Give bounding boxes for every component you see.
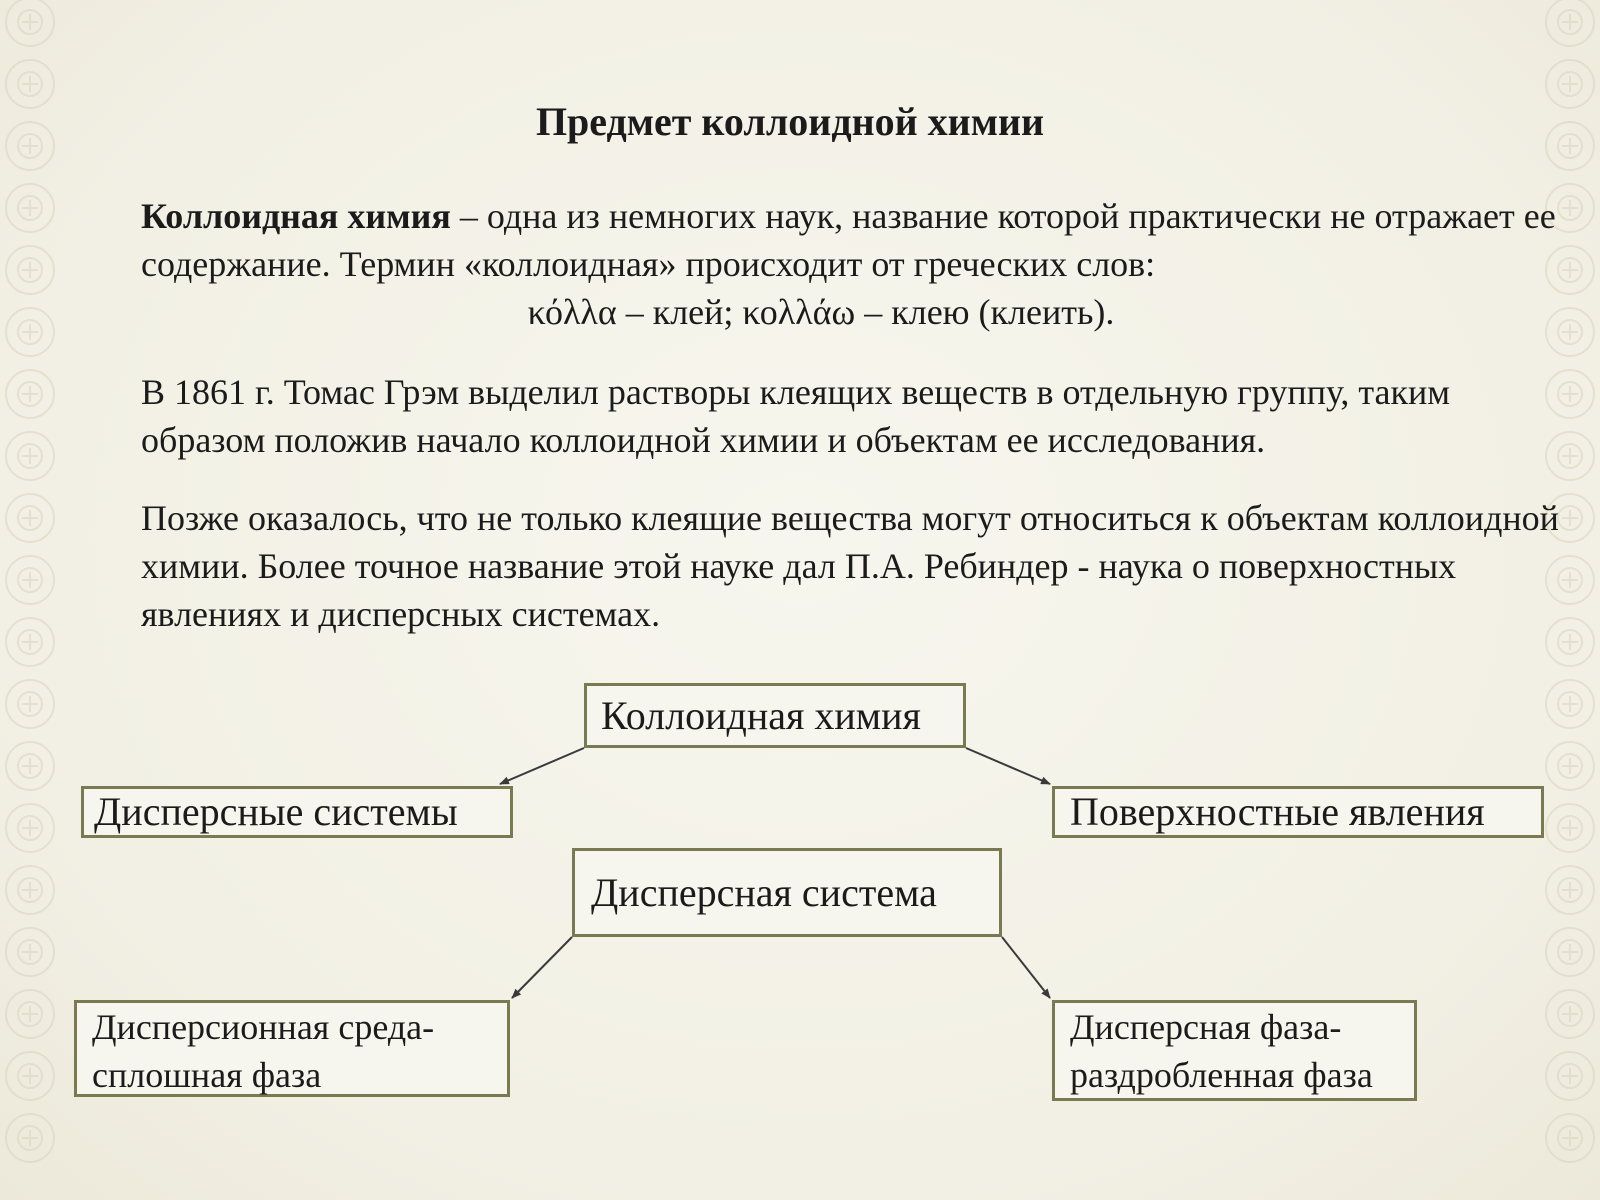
slide-title: Предмет коллоидной химии xyxy=(535,99,1045,144)
paragraph-history: В 1861 г. Томас Грэм выделил растворы клеящих веществ в отдельную группу, таким образом положив начало коллоидной химии и объектам ее исследования. xyxy=(141,372,1451,460)
box-colloid-chemistry: Коллоидная химия xyxy=(584,683,966,748)
arrow-to-disperse-systems xyxy=(500,748,584,784)
paragraph-rebinder: Позже оказалось, что не только клеящие вещества могут относиться к объектам коллоидной химии. Более точное название этой науке дал П.А. Ребиндер - наука о поверхностных явлениях и дисперсных системах. xyxy=(141,498,1559,634)
arrow-to-dispersion-medium xyxy=(512,937,572,998)
box-dispersed-phase: Дисперсная фаза- раздробленная фаза xyxy=(1052,1000,1417,1101)
box-surface-phenomena: Поверхностные явления xyxy=(1052,786,1544,838)
box-disperse-system: Дисперсная система xyxy=(572,848,1002,937)
greek-etymology: κόλλα – клей; κολλάω – клею (клеить). xyxy=(527,292,1115,332)
definition-text: – одна из немногих наук, название которой практически не отражает ее содержание. Термин «коллоидная» происходит от греческих слов: xyxy=(141,196,1556,284)
paragraph-definition xyxy=(78,192,1561,336)
arrow-to-dispersed-phase xyxy=(1002,937,1050,998)
ornament-border-left-icon xyxy=(0,0,60,1200)
box-dispersion-medium: Дисперсионная среда- сплошная фаза xyxy=(74,1000,510,1097)
box-disperse-systems: Дисперсные системы xyxy=(81,786,513,838)
arrow-to-surface-phenomena xyxy=(966,748,1050,784)
definition-term: Коллоидная химия xyxy=(141,196,451,236)
